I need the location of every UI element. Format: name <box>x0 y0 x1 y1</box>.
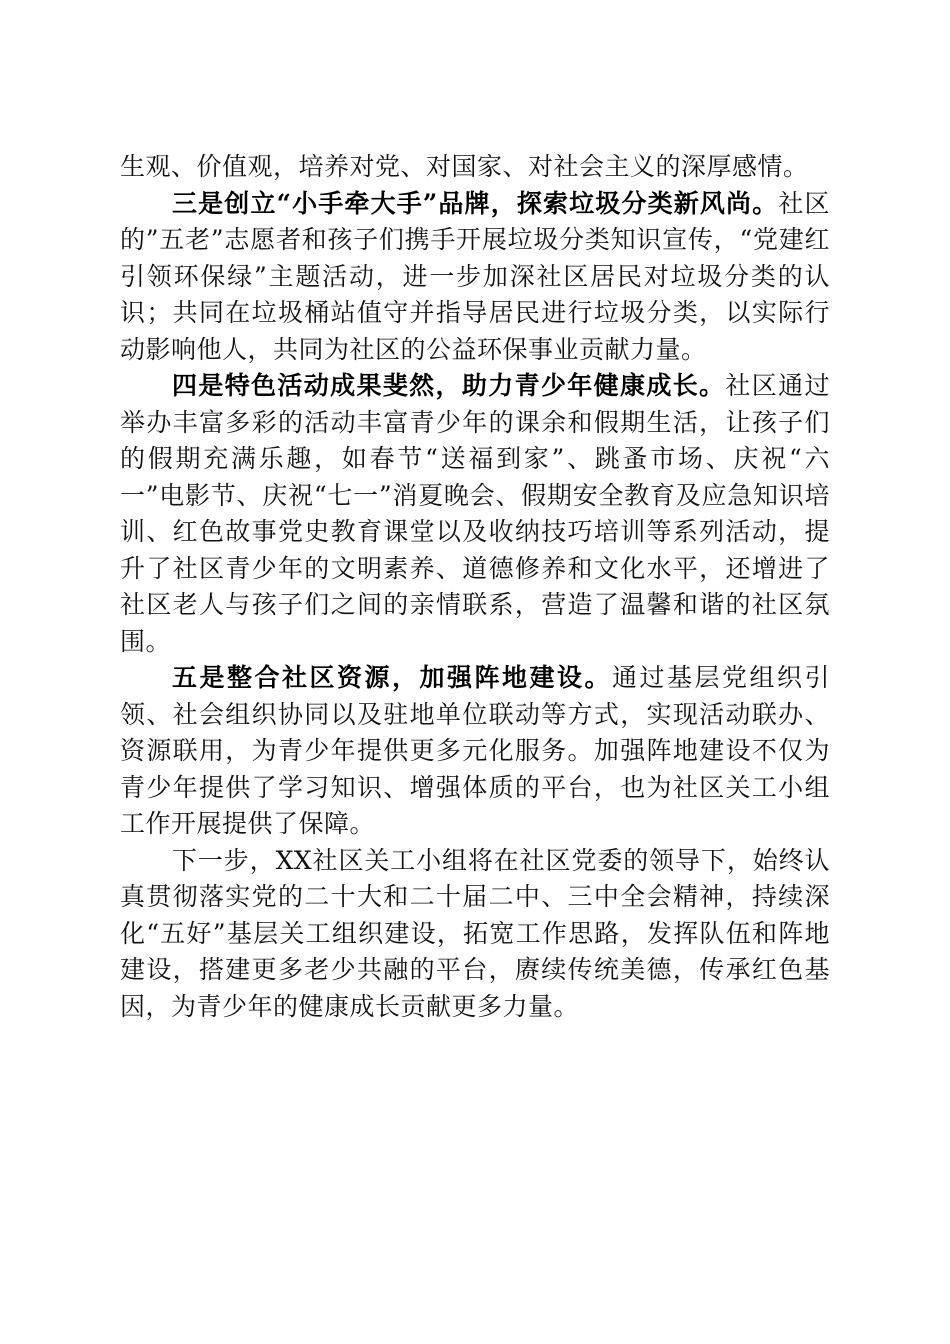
paragraph-lead-heading: 四是特色活动成果斐然，助力青少年健康成长。 <box>172 371 726 400</box>
paragraph-lead-heading: 五是整合社区资源，加强阵地建设。 <box>172 663 612 692</box>
paragraph-resource-integration <box>120 660 830 843</box>
paragraph-next-steps <box>120 843 830 1026</box>
paragraph-text: 下一步，XX社区关工小组将在社区党委的领导下，始终认真贯彻落实党的二十大和二十届二中、三中全会精神，持续深化“五好”基层关工组织建设，拓宽工作思路，发挥队伍和阵地建设，搭建更多老少共融的平台，赓续传统美德，传承红色基因，为青少年的健康成长贡献更多力量。 <box>120 845 830 1021</box>
document-body <box>120 149 830 1025</box>
paragraph-text: 社区通过举办丰富多彩的活动丰富青少年的课余和假期生活，让孩子们的假期充满乐趣，如春节“送福到家”、跳蚤市场、庆祝“六一”电影节、庆祝“七一”消夏晚会、假期安全教育及应急知识培训、红色故事党史教育课堂以及收纳技巧培训等系列活动，提升了社区青少年的文明素养、道德修养和文化水平，还增进了社区老人与孩子们之间的亲情联系，营造了温馨和谐的社区氛围。 <box>120 371 830 656</box>
paragraph-text: 生观、价值观，培养对党、对国家、对社会主义的深厚感情。 <box>120 152 809 181</box>
paragraph-continuation <box>120 149 830 186</box>
paragraph-lead-heading: 三是创立“小手牵大手”品牌，探索垃圾分类新风尚。 <box>172 188 779 218</box>
paragraph-featured-activities <box>120 368 830 660</box>
paragraph-text: 通过基层党组织引领、社会组织协同以及驻地单位联动等方式，实现活动联办、资源联用，为青少年提供更多元化服务。加强阵地建设不仅为青少年提供了学习知识、增强体质的平台，也为社区关工小组工作开展提供了保障。 <box>120 663 830 838</box>
paragraph-text: 社区的”五老”志愿者和孩子们携手开展垃圾分类知识宣传，“党建红引领环保绿”主题活动，进一步加深社区居民对垃圾分类的认识；共同在垃圾桶站值守并指导居民进行垃圾分类，以实际行动影响他人，共同为社区的公益环保事业贡献力量。 <box>120 188 830 364</box>
paragraph-garbage-sorting <box>120 186 830 369</box>
